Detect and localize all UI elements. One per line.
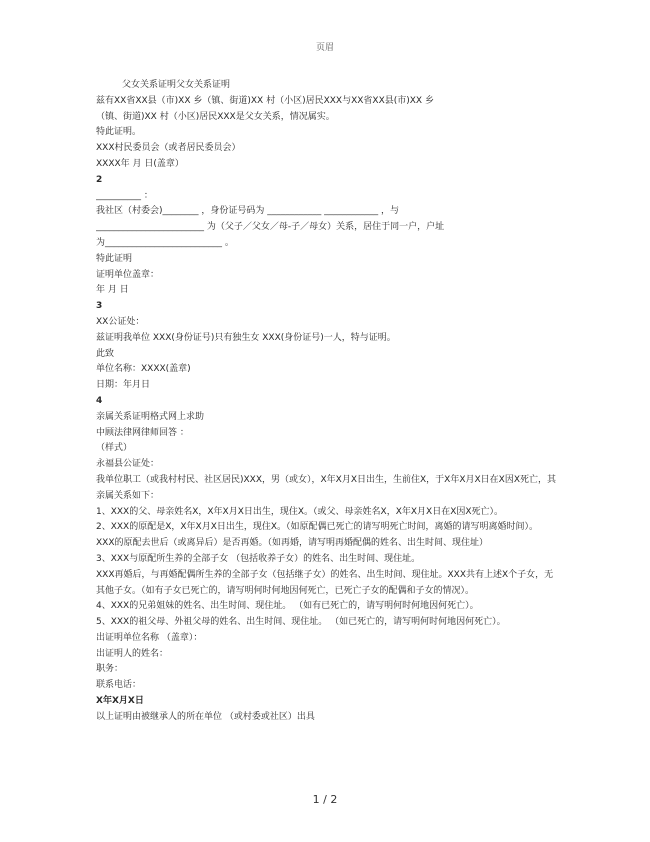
text-line: 年 月 日 <box>96 285 129 296</box>
text-line: 此致 <box>96 348 115 359</box>
text-line: 出证明单位名称 （盖章）： <box>96 632 203 643</box>
text-line: 我社区（村委会)________ ，身份证号码为 ____________ ____________ ，与 <box>96 206 399 217</box>
text-line: XXXX年 月 日(盖章） <box>96 158 184 169</box>
text-line: （镇、街道)XX 村（小区)居民XXX是父女关系，情况属实。 <box>96 111 335 122</box>
text-paragraph: 1、XXX的父、母亲姓名X，X年X月X日出生，现住X。（或父、母亲姓名X，X年X月X日在X因X死亡）。 <box>96 506 504 517</box>
section-number: 4 <box>96 395 103 406</box>
text-paragraph: 2、XXX的原配是X，X年X月X日出生，现住X。（如原配偶已死亡的请写明死亡时间，离婚的请写明离婚时间）。 <box>96 522 539 533</box>
document-body <box>96 78 556 726</box>
page-header: 页眉 <box>315 43 334 53</box>
text-paragraph: 我单位职工（或我村村民、社区居民)XXX，男（或女），X年X月X日出生，生前住X，于X年X月X日在X因X死亡，其亲属关系如下： <box>96 474 557 501</box>
text-line: 特此证明 <box>96 253 133 264</box>
text-line: ________________________ 为（父子／父女／母-子／母女）关系，居住于同一户，户址 <box>96 222 445 233</box>
text-line: 职务： <box>96 664 124 675</box>
text-line: 特此证明。 <box>96 127 142 138</box>
text-line: XXX村民委员会（或者居民委员会） <box>96 143 241 154</box>
text-line: （样式） <box>96 443 133 454</box>
text-paragraph: XXX再婚后，与再婚配偶所生养的全部子女（包括继子女）的姓名、出生时间、现住址。XXX共有上述X个子女，无其他子女。（如有子女已死亡的，请写明何时何地因何死亡，已死亡子女的配偶和子女的情况）。 <box>96 569 554 596</box>
section-number: 3 <box>96 301 103 312</box>
text-line: 兹有XX省XX县（市)XX 乡（镇、街道)XX 村（小区)居民XXX与XX省XX县(市)XX 乡 <box>96 95 434 106</box>
text-line: 联系电话： <box>96 680 142 691</box>
text-line: 兹证明我单位 XXX(身份证号)只有独生女 XXX(身份证号)一人，特与证明。 <box>96 332 396 343</box>
text-line: 中顾法律网律师回答 ： <box>96 427 189 438</box>
text-paragraph: XXX的原配去世后（或离异后）是否再婚。（如再婚，请写明再婚配偶的姓名、出生时间、现住址） <box>96 538 488 549</box>
text-line: 为__________________________ 。 <box>96 237 234 248</box>
text-line: 以上证明由被继承人的所在单位 （或村委或社区）出具 <box>96 711 315 722</box>
text-line: 亲属关系证明格式网上求助 <box>96 411 205 422</box>
text-paragraph: 4、XXX的兄弟姐妹的姓名、出生时间、现住址。 （如有已死亡的，请写明何时何地因何死亡）。 <box>96 601 479 612</box>
text-line: 证明单位盖章： <box>96 269 160 280</box>
document-title: 父女关系证明父女关系证明 <box>122 80 231 90</box>
text-line: 日期：年月日 <box>96 380 151 391</box>
page-number: 1 / 2 <box>312 793 338 806</box>
text-line: 出证明人的姓名： <box>96 648 169 659</box>
text-line: 永福县公证处： <box>96 459 160 470</box>
text-line: 单位名称：XXXX(盖章) <box>96 364 191 375</box>
text-line: X年X月X日 <box>96 696 144 707</box>
section-number: 2 <box>96 174 103 185</box>
text-paragraph: 5、XXX的祖父母、外祖父母的姓名、出生时间、现住址。 （如已死亡的，请写明何时何地因何死亡）。 <box>96 617 506 628</box>
text-line: __________ ： <box>96 190 153 201</box>
text-line: XX公证处： <box>96 316 145 327</box>
text-paragraph: 3、XXX与原配所生养的全部子女 （包括收养子女）的姓名、出生时间、现住址。 <box>96 553 421 564</box>
